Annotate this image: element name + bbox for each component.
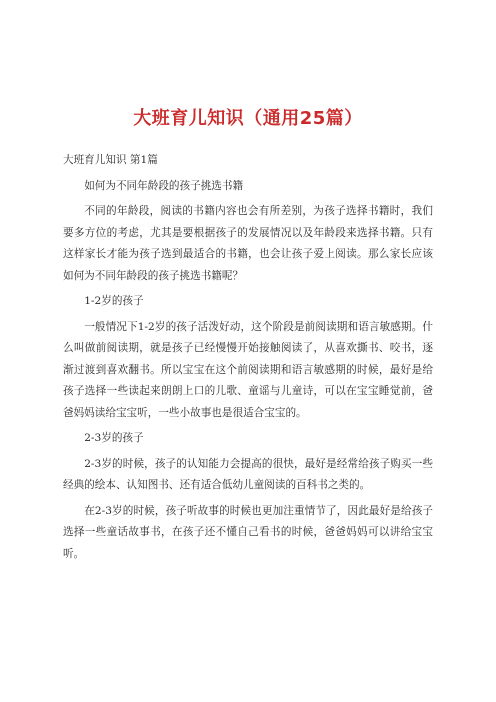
section-label: 大班育儿知识 第1篇 xyxy=(63,154,158,166)
paragraph-age-1-2: 一般情况下1-2岁的孩子活泼好动，这个阶段是前阅读期和语言敏感期。什么叫做前阅读期，就是孩子已经慢慢开始接触阅读了，从喜欢撕书、咬书，逐渐过渡到喜欢翻书。所以宝宝在这个前阅读期和语言敏感期的时候，最好是给孩子选择一些读起来朗朗上口的儿歌、童谣与儿童诗，可以在宝宝睡觉前，爸爸妈妈读给宝宝听，一些小故事也是很适合宝宝的。 xyxy=(63,320,433,419)
paragraph-age-2-3-a: 2-3岁的时候，孩子的认知能力会提高的很快，最好是经常给孩子购买一些经典的绘本、认知图书、还有适合低幼儿童阅读的百科书之类的。 xyxy=(63,457,433,491)
document-title: 大班育儿知识（通用25篇） xyxy=(133,108,363,129)
intro-paragraph: 不同的年龄段，阅读的书籍内容也会有所差别，为孩子选择书籍时，我们要多方位的考虑，尤其是要根据孩子的发展情况以及年龄段来选择书籍。只有这样家长才能为孩子选到最适合的书籍，也会让孩子爱上阅读。那么家长应该如何为不同年龄段的孩子挑选书籍呢？ xyxy=(63,205,433,282)
document-body xyxy=(63,150,433,569)
article-subtitle: 如何为不同年龄段的孩子挑选书籍 xyxy=(84,179,244,192)
heading-age-2-3: 2-3岁的孩子 xyxy=(84,432,144,444)
heading-age-1-2: 1-2岁的孩子 xyxy=(84,295,144,307)
paragraph-age-2-3-b: 在2-3岁的时候，孩子听故事的时候也更加注重情节了，因此最好是给孩子选择一些童话故事书，在孩子还不懂自己看书的时候，爸爸妈妈可以讲给宝宝听。 xyxy=(63,504,433,560)
